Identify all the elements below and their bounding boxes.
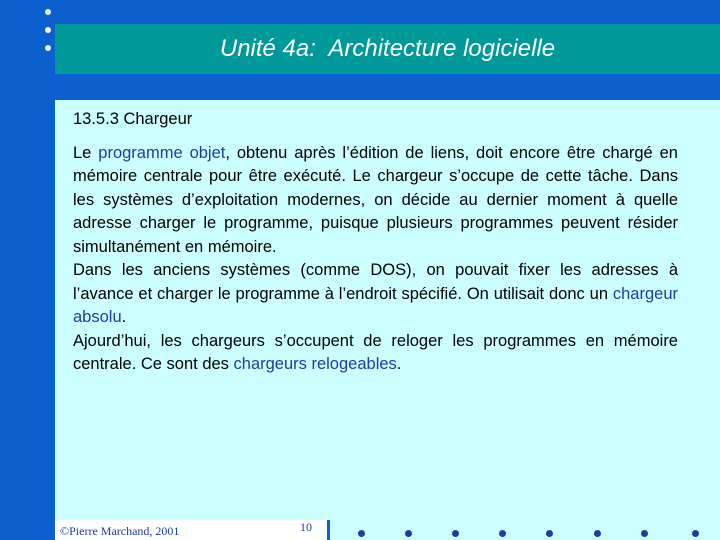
paragraph-2-text-a: Dans les anciens systèmes (comme DOS), on pouvait fixer les adresses à l’avance et charger le programme à l’endroit spécifié. On utilisait donc un: [73, 261, 678, 303]
decorative-dot-icon: [45, 27, 51, 33]
footer-dot-icon: [405, 530, 412, 537]
footer-dot-icon: [594, 530, 601, 537]
slide-title: Unité 4a: Architecture logicielle: [219, 35, 556, 62]
footer-dot-icon: [692, 530, 699, 537]
keyword-chargeurs-relogeables: chargeurs relogeables: [233, 355, 397, 373]
footer-dot-icon: [358, 530, 365, 537]
footer-author: ©Pierre Marchand, 2001: [60, 524, 180, 538]
keyword-programme-objet: programme objet: [98, 143, 226, 162]
paragraph-3-text-b: .: [396, 355, 402, 373]
paragraph-3: [73, 330, 678, 377]
section-heading: 13.5.3 Chargeur: [73, 110, 193, 128]
slide-content: [73, 108, 678, 377]
decorative-dot-icon: [45, 45, 51, 51]
left-band: [0, 0, 55, 540]
paragraph-1-text-b: , obtenu après l’édition de liens, doit encore être chargé en mémoire centrale pour être exécuté. Le chargeur s’occupe de cette tâche. Dans les systèmes d’exploitation modernes, on décide au dernier moment à quelle adresse charger le programme, puisque plusieurs programmes peuvent résider simultanément en mémoire.: [73, 143, 678, 256]
decorative-dot-icon: [45, 9, 51, 15]
page-number: 10: [300, 520, 312, 534]
footer-dot-icon: [452, 530, 459, 537]
footer-dot-icon: [546, 530, 553, 537]
footer-dot-icon: [641, 530, 648, 537]
keyword-chargeur-absolu: chargeur absolu: [73, 284, 678, 326]
paragraph-1-text-a: Le: [73, 143, 99, 162]
paragraph-2: [73, 259, 678, 330]
paragraph-1: [73, 142, 678, 260]
footer-dot-icon: [499, 530, 506, 537]
paragraph-2-text-b: .: [121, 308, 127, 326]
paragraph-3-text-a: Ajourd’hui, les chargeurs s’occupent de reloger les programmes en mémoire centrale. Ce sont des: [73, 331, 678, 373]
